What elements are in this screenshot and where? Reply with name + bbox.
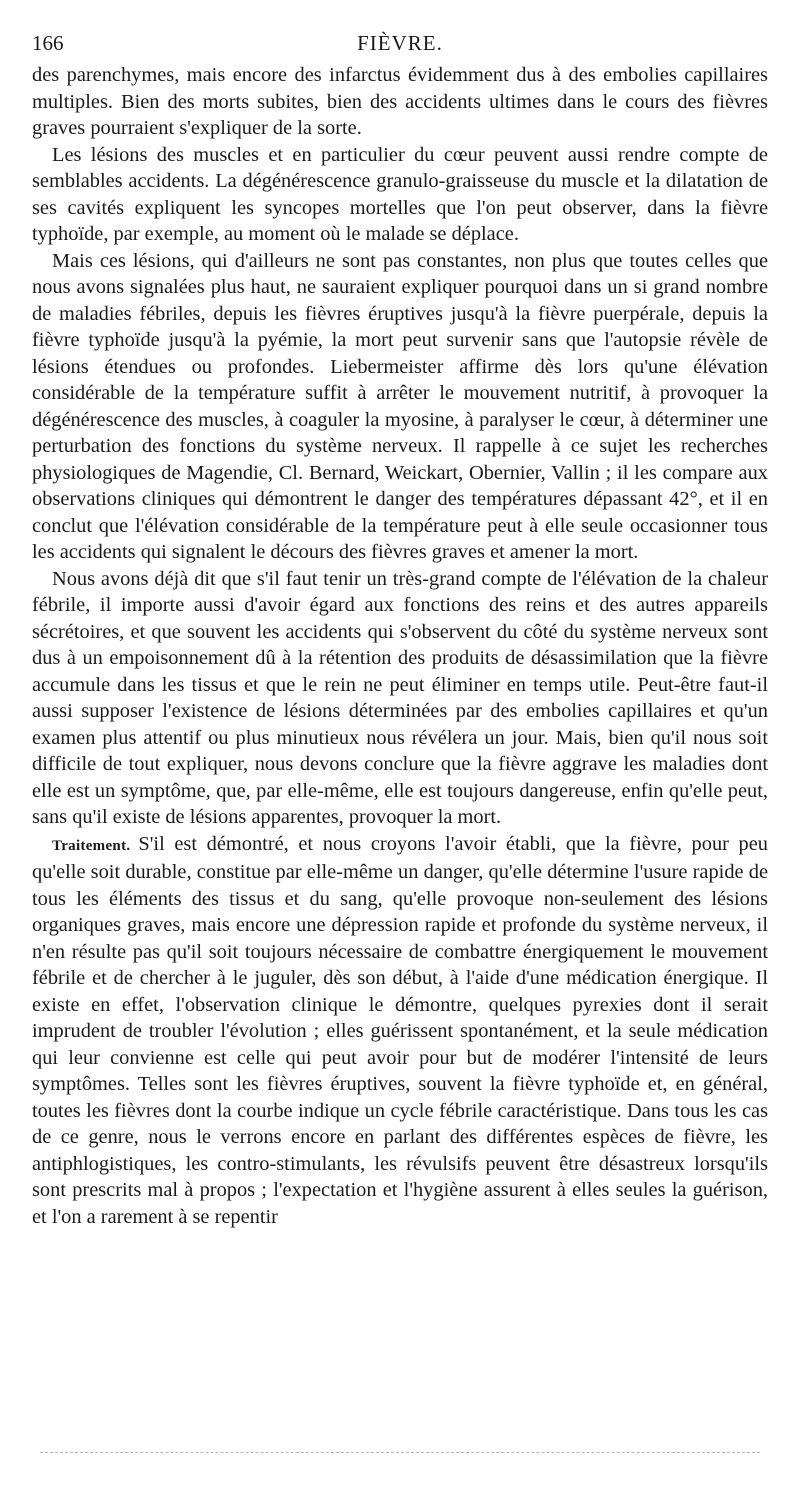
body-text xyxy=(32,62,768,1230)
paragraph-liebermeister: Mais ces lésions, qui d'ailleurs ne sont pas constantes, non plus que toutes celles que nous avons signalées plus haut, ne sauraient expliquer pourquoi dans un si grand nombre de maladies fébriles, depuis les fièvres éruptives jusqu'à la fièvre puerpérale, depuis la fièvre typhoïde jusqu'à la pyémie, la mort peut survenir sans que l'autopsie révèle de lésions étendues ou profondes. Liebermeister affirme dès lors qu'une élévation considérable de la température suffit à arrêter le mouvement nutritif, à provoquer la dégénérescence des muscles, à coaguler la myosine, à paralyser le cœur, à déterminer une perturbation des fonctions du système nerveux. Il rappelle à ce sujet les recherches physiologiques de Magendie, Cl. Bernard, Weickart, Obernier, Vallin ; il les compare aux observations cliniques qui démontrent le danger des températures dépassant 42°, et il en conclut que l'élévation considérable de la température peut à elle seule occasionner tous les accidents qui signalent le décours des fièvres graves et amener la mort. xyxy=(32,249,768,563)
paragraph-traitement xyxy=(32,831,768,1231)
running-title: FIÈVRE. xyxy=(357,31,443,55)
section-heading-traitement: Traitement. xyxy=(52,837,131,854)
paragraph-traitement-text: S'il est démontré, et nous croyons l'avoir établi, que la fièvre, pour peu qu'elle soit durable, constitue par elle-même un danger, qu'elle détermine l'usure rapide de tous les éléments des tissus et du sang, qu'elle provoque non-seulement des lésions organiques graves, mais encore une dépression rapide et profonde du système nerveux, il n'en résulte pas qu'il soit toujours nécessaire de combattre énergiquement le mouvement fébrile et de chercher à le juguler, dès son début, à l'aide d'une médication énergique. Il existe en effet, l'observation clinique le démontre, quelques pyrexies dont il serait imprudent de troubler l'évolution ; elles guérissent spontanément, et la seule médication qui leur convienne est celle qui peut avoir pour but de modérer l'intensité de leurs symptômes. Telles sont les fièvres éruptives, souvent la fièvre typhoïde et, en général, toutes les fièvres dont la courbe indique un cycle fébrile caractéristique. Dans tous les cas de ce genre, nous le verrons encore en parlant des différentes espèces de fièvre, les antiphlogistiques, les contro-stimulants, les révulsifs peuvent être désastreux lorsqu'ils sont prescrits mal à propos ; l'expectation et l'hygiène assurent à elles seules la guérison, et l'on a rarement à se repentir xyxy=(32,832,768,1228)
bottom-dashed-rule xyxy=(40,1452,760,1453)
paragraph-lesions-muscles: Les lésions des muscles et en particulier du cœur peuvent aussi rendre compte de semblables accidents. La dégénérescence granulo-graisseuse du muscle et la dilatation de ses cavités expliquent les syncopes mortelles que l'on peut observer, dans la fièvre typhoïde, par exemple, au moment où le malade se déplace. xyxy=(32,143,768,245)
paragraph-embolies: des parenchymes, mais encore des infarctus évidemment dus à des embolies capillaires multiples. Bien des morts subites, bien des accidents ultimes dans le cours des fièvres graves pourraient s'expliquer de la sorte. xyxy=(32,64,768,139)
paragraph-chaleur-febrile: Nous avons déjà dit que s'il faut tenir un très-grand compte de l'élévation de la chaleur fébrile, il importe aussi d'avoir égard aux fonctions des reins et des autres appareils sécrétoires, et que souvent les accidents qui s'observent du côté du système nerveux sont dus à un empoisonnement dû à la rétention des produits de désassimilation que la fièvre accumule dans les tissus et que le rein ne peut éliminer en temps utile. Peut-être faut-il aussi supposer l'existence de lésions déterminées par des embolies capillaires et qu'un examen plus attentif ou plus minutieux nous révélera un jour. Mais, bien qu'il nous soit difficile de tout expliquer, nous devons conclure que la fièvre aggrave les maladies dont elle est un symptôme, que, par elle-même, elle est toujours dangereuse, enfin qu'elle peut, sans qu'il existe de lésions apparentes, provoquer la mort. xyxy=(32,567,768,828)
document-page xyxy=(32,28,768,1230)
page-number: 166 xyxy=(32,31,64,55)
running-head xyxy=(32,28,768,62)
